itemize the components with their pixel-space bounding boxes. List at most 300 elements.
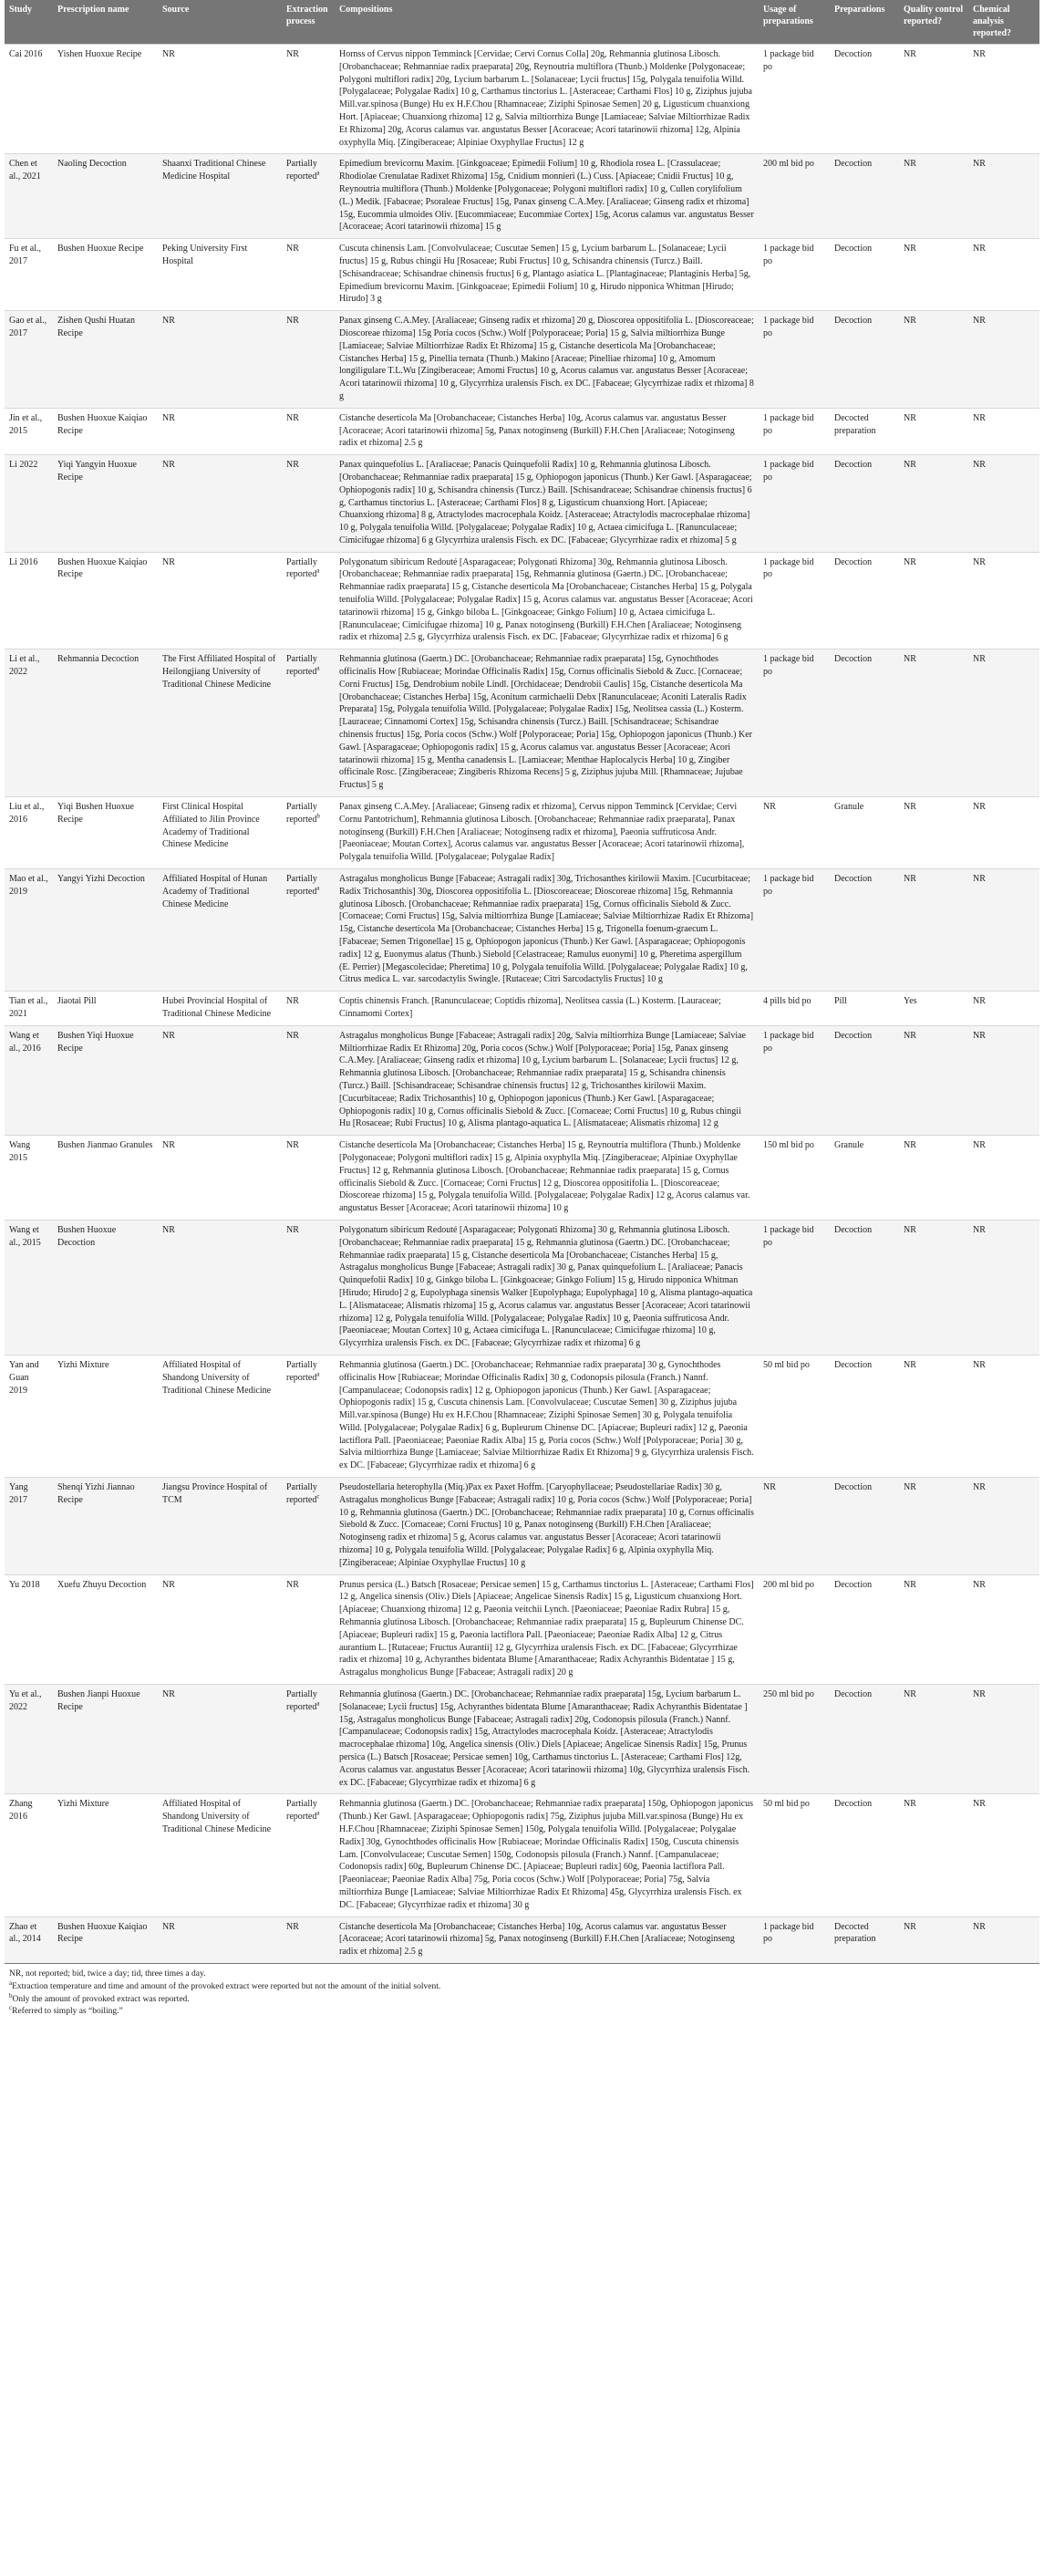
- compositions-cell-text: Pseudostellaria heterophylla (Miq.)Pax ex Paxet Hoffm. [Caryophyllaceae; Pseudostellariae Radix] 30 g, Astragalus mongholicus Bunge [Fabaceae; Astragali radix] 10 g, Poria cocos (Schw.) Wolf [Polyporaceae; Poria] 10 g, Rehmannia glutinosa (Gaertn.) DC. [Orobanchaceae; Rehmanniae radix praeparata] 10 g, Cornus officinalis Siebold & Zucc. [Cornaceae; Corni Fructus] 10 g, Panax notoginseng (Burkill) F.H.Chen [Araliaceae; Notoginseng radix et rhizoma] 5 g, Acorus calamus var. angustatus Besser [Acoraceae; Acori tatarinowii rhizoma] 10 g, Polygala tenuifolia Willd. [Polygalaceae; Polygalae Radix] 6 g, Alpinia oxyphylla Miq. [Zingiberaceae; Alpiniae Oxyphyllae Fructus] 10 g: [339, 1482, 754, 1568]
- table-footnotes: [5, 1964, 1039, 2026]
- extraction-process-cell-text: NR: [286, 1140, 299, 1151]
- chemical-analysis-cell: [968, 552, 1039, 649]
- column-header: Source: [158, 0, 282, 45]
- extraction-process-cell: [282, 1478, 335, 1575]
- compositions-cell-text: Panax quinquefolius L. [Araliaceae; Panacis Quinquefolii Radix] 10 g, Rehmannia glutinosa Libosch. [Orobanchaceae; Rehmanniae radix praeparata] 15 g, Ophiopogon japonicus (Thunb.) Ker Gawl. [Asparagaceae; Ophiopogonis radix] 10 g, Schisandra chinensis (Turcz.) Baill. [Schisandraceae; Schisandrae chinensis fructus] 6 g, Carthamus tinctorius L. [Asteraceae; Carthami Flos] 8 g, Ligusticum chuanxiong Hort. [Apiaceae; Chuanxiong rhizoma] 8 g, Atractylodes macrocephala Koidz. [Asteraceae; Atractylodis macrocephalae rhizoma] 10 g, Polygala tenuifolia Willd. [Polygalaceae; Polygalae Radix] 10 g, Actaea cimicifuga L. [Ranunculaceae; Cimicifugae rhizoma] 6 g Glycyrrhiza uralensis Fisch. ex DC. [Fabaceae; Glycyrrhizae radix et rhizoma] 5 g: [339, 460, 752, 545]
- quality-control-cell-text: NR: [904, 316, 916, 327]
- source-cell: [158, 408, 282, 454]
- extraction-process-cell-text: NR: [286, 316, 299, 327]
- prescription-name-cell: [53, 408, 158, 454]
- chemical-analysis-cell: [968, 45, 1039, 154]
- study-cell: [5, 1136, 53, 1220]
- source-cell-text: NR: [162, 1689, 175, 1700]
- prescription-name-cell: [53, 992, 158, 1026]
- source-cell-text: Shaanxi Traditional Chinese Medicine Hospital: [162, 159, 266, 182]
- source-cell: [158, 869, 282, 992]
- preparations-cell: [830, 45, 899, 154]
- chemical-analysis-cell: [968, 1685, 1039, 1794]
- study-cell: [5, 1794, 53, 1916]
- study-cell: [5, 1025, 53, 1135]
- prescription-name-cell-text: Shenqi Yizhi Jiannao Recipe: [57, 1482, 135, 1505]
- source-cell: [158, 1136, 282, 1220]
- compositions-cell: [335, 1355, 759, 1477]
- compositions-cell: [335, 797, 759, 869]
- prescription-name-cell: [53, 1685, 158, 1794]
- compositions-cell: [335, 154, 759, 239]
- chemical-analysis-cell: [968, 1355, 1039, 1477]
- extraction-process-cell-text: Partially reported: [286, 1359, 317, 1383]
- study-cell-text: Tian et al., 2021: [9, 996, 48, 1019]
- quality-control-cell: [899, 992, 968, 1026]
- usage-cell-text: 200 ml bid po: [763, 1579, 814, 1590]
- usage-cell: [759, 1220, 830, 1355]
- prescription-name-cell: [53, 45, 158, 154]
- quality-control-cell: [899, 1136, 968, 1220]
- preparations-cell: [830, 455, 899, 553]
- preparations-cell-text: Decoction: [834, 244, 873, 254]
- prescription-name-cell-text: Yiqi Bushen Huoxue Recipe: [57, 802, 134, 825]
- prescription-name-cell-text: Naoling Decoction: [57, 159, 127, 170]
- study-cell: [5, 992, 53, 1026]
- chemical-analysis-cell: [968, 1136, 1039, 1220]
- compositions-cell: [335, 1025, 759, 1135]
- source-cell: [158, 1355, 282, 1477]
- prescription-name-cell-text: Bushen Huoxue Kaiqiao Recipe: [57, 412, 148, 436]
- table-row: [5, 1220, 1039, 1355]
- extraction-process-cell-text: NR: [286, 996, 299, 1007]
- source-cell: [158, 1574, 282, 1684]
- footnote: [9, 1991, 1035, 2007]
- chemical-analysis-cell-text: NR: [973, 460, 986, 471]
- preparations-cell-text: Granule: [834, 1140, 864, 1151]
- source-cell: [158, 1220, 282, 1355]
- chemical-analysis-cell: [968, 408, 1039, 454]
- extraction-process-cell-text: Partially reported: [286, 556, 317, 580]
- preparations-cell: [830, 1794, 899, 1916]
- column-header: Prescription name: [53, 0, 158, 45]
- extraction-process-cell: [282, 1685, 335, 1794]
- extraction-process-cell: [282, 154, 335, 239]
- table-header-row: [5, 0, 1039, 45]
- extraction-process-cell: [282, 1025, 335, 1135]
- preparations-cell: [830, 992, 899, 1026]
- chemical-analysis-cell-text: NR: [973, 244, 986, 254]
- study-cell-text: Li 2016: [9, 556, 38, 567]
- preparations-cell-text: Decoction: [834, 1224, 873, 1235]
- preparations-cell: [830, 311, 899, 409]
- compositions-cell-text: Cistanche deserticola Ma [Orobanchaceae; Cistanches Herba] 10g, Acorus calamus var. angustatus Besser [Acoraceae; Acori tatarinowii rhizoma] 5g, Panax notoginseng (Burkill) F.H.Chen [Araliaceae; Notoginseng radix et rhizoma] 2.5 g: [339, 412, 735, 449]
- prescription-name-cell: [53, 1220, 158, 1355]
- preparations-cell: [830, 1574, 899, 1684]
- extraction-process-cell: [282, 1136, 335, 1220]
- study-cell: [5, 797, 53, 869]
- preparations-cell: [830, 154, 899, 239]
- chemical-analysis-cell: [968, 455, 1039, 553]
- usage-cell: [759, 408, 830, 454]
- prescription-name-cell: [53, 239, 158, 311]
- chemical-analysis-cell: [968, 1220, 1039, 1355]
- chemical-analysis-cell: [968, 1794, 1039, 1916]
- chemical-analysis-cell: [968, 649, 1039, 797]
- preparations-cell: [830, 1478, 899, 1575]
- prescription-name-cell-text: Rehmannia Decoction: [57, 654, 140, 665]
- study-cell: [5, 1220, 53, 1355]
- quality-control-cell-text: NR: [904, 1359, 916, 1370]
- source-cell-text: Affiliated Hospital of Shandong University of Traditional Chinese Medicine: [162, 1359, 272, 1396]
- table-row: [5, 992, 1039, 1026]
- usage-cell-text: 1 package bid po: [763, 412, 814, 436]
- prescription-name-cell-text: Xuefu Zhuyu Decoction: [57, 1579, 147, 1590]
- study-cell-text: Li et al., 2022: [9, 654, 40, 678]
- usage-cell-text: 1 package bid po: [763, 874, 814, 897]
- extraction-process-cell-text: Partially reported: [286, 159, 317, 182]
- extraction-process-cell: [282, 992, 335, 1026]
- chemical-analysis-cell-text: NR: [973, 996, 986, 1007]
- compositions-cell-text: Panax ginseng C.A.Mey. [Araliaceae; Ginseng radix et rhizoma] 20 g, Dioscorea oppositifolia L. [Dioscoreaceae; Dioscoreae rhizoma] 15g Poria cocos (Schw.) Wolf [Polyporaceae; Poria] 15 g, Salvia miltiorrhiza Bunge [Lamiaceae; Salviae Miltiorrhizae Radix Et Rhizoma] 15 g, Cistanche deserticola Ma [Orobanchaceae; Cistanches Herba] 15 g, Pinellia ternata (Thunb.) Makino [Araceae; Pinelliae rhizoma] 10 g, Amomum longiligulare T.L.Wu [Zingiberaceae; Amomi Fructus] 10 g, Acorus calamus var. angustatus Besser [Acoraceae; Acori tatarinowii rhizoma] 10 g, Glycyrrhiza uralensis Fisch. ex DC. [Fabaceae; Glycyrrhizae radix et rhizoma] 8 g: [339, 316, 754, 401]
- source-cell-text: NR: [162, 1921, 175, 1932]
- study-cell: [5, 408, 53, 454]
- table-row: [5, 1916, 1039, 1963]
- study-cell-text: Gao et al., 2017: [9, 316, 47, 338]
- quality-control-cell-text: NR: [904, 1482, 916, 1493]
- compositions-cell-text: Astragalus mongholicus Bunge [Fabaceae; Astragali radix] 20g, Salvia miltiorrhiza Bunge [Lamiaceae; Salviae Miltiorrhizae Radix Et Rhizoma] 20g, Poria cocos (Schw.) Wolf [Polyporaceae; Poria] 15g, Panax ginseng C.A.Mey. [Araliaceae; Ginseng radix et rhizoma] 10 g, Lycium barbarum L. [Solanaceae; Lycii fructus] 12 g, Rehmannia glutinosa Libosch. [Orobanchaceae; Rehmanniae radix praeparata] 15 g, Schisandra chinensis (Turcz.) Baill. [Schisandraceae; Schisandrae chinensis fructus] 12 g, Trichosanthes kirilowii Maxim. [Cucurbitaceae; Radix Trichosanthis] 10 g, Ophiopogon japonicus (Thunb.) Ker Gawl. [Asparagaceae; Ophiopogonis radix] 10 g, Cornus officinalis Siebold & Zucc. [Cornaceae; Corni Fructus] 10 g, Rubus chingii Hu [Rosaceae; Rubi Fructus] 10 g, Alisma plantago-aquatica L. [Alismataceae; Alismatis rhizoma] 12 g: [339, 1030, 746, 1129]
- compositions-cell: [335, 869, 759, 992]
- usage-cell: [759, 45, 830, 154]
- footnote-marker: a: [9, 1979, 13, 1987]
- column-header: Study: [5, 0, 53, 45]
- compositions-cell-text: Hornss of Cervus nippon Temminck [Cervidae; Cervi Cornus Colla] 20g, Rehmannia glutinosa Libosch. [Orobanchaceae; Rehmanniae radix praeparata] 20g, Reynoutria multiflora (Thunb.) Moldenke [Polygonaceae; Polygoni multiflori radix] 20g, Lycium barbarum L. [Solanaceae; Lycii fructus] 15g, Polygala tenuifolia Willd. [Polygalaceae; Polygalae Radix] 10 g, Carthamus tinctorius L. [Asteraceae; Carthami Flos] 10 g, Ziziphus jujuba Mill.var.spinosa (Bunge) Hu ex H.F.Chou [Rhamnaceae; Ziziphi Spinosae Semen] 20 g, Ligusticum chuanxiong Hort. [Apiaceae; Chuanxiong rhizoma] 12 g, Salvia miltiorrhiza Bunge [Lamiaceae; Salviae Miltiorrhizae Radix Et Rhizoma] 20g, Acorus calamus var. angustatus Besser [Acoraceae; Acori tatarinowii rhizoma] 12g, Alpinia oxyphylla Miq. [Zingiberaceae; Alpiniae Oxyphyllae Fructus] 12 g: [339, 49, 752, 148]
- extraction-process-cell: [282, 869, 335, 992]
- study-cell: [5, 552, 53, 649]
- chemical-analysis-cell-text: NR: [973, 1224, 986, 1235]
- usage-cell: [759, 649, 830, 797]
- usage-cell-text: 1 package bid po: [763, 1921, 814, 1945]
- quality-control-cell: [899, 1574, 968, 1684]
- quality-control-cell: [899, 1916, 968, 1963]
- chemical-analysis-cell-text: NR: [973, 412, 986, 423]
- usage-cell: [759, 1136, 830, 1220]
- preparations-cell-text: Decocted preparation: [834, 1921, 876, 1945]
- prescription-name-cell-text: Yiqi Yangyin Huoxue Recipe: [57, 460, 137, 483]
- footnote-marker: a: [316, 567, 320, 576]
- quality-control-cell-text: NR: [904, 1799, 916, 1810]
- preparations-cell-text: Decoction: [834, 316, 873, 327]
- usage-cell: [759, 869, 830, 992]
- study-cell: [5, 869, 53, 992]
- column-header: Preparations: [830, 0, 899, 45]
- chemical-analysis-cell-text: NR: [973, 1482, 986, 1493]
- extraction-process-cell-text: NR: [286, 244, 299, 254]
- extraction-process-cell-text: NR: [286, 1921, 299, 1932]
- extraction-process-cell-text: Partially reported: [286, 874, 317, 897]
- column-header: Chemical analysis reported?: [968, 0, 1039, 45]
- compositions-cell-text: Polygonatum sibiricum Redouté [Asparagaceae; Polygonati Rhizoma] 30g, Rehmannia glutinosa Libosch. [Orobanchaceae; Rehmanniae radix praeparata] 15g, Rehmannia glutinosa (Gaertn.) DC. [Orobanchaceae; Rehmanniae radix praeparata] 15 g, Cistanche deserticola Ma [Orobanchaceae; Cistanches Herba] 15 g, Polygala tenuifolia Willd. [Polygalaceae; Polygalae Radix] 15 g, Acorus calamus var. angustatus Besser [Acoraceae; Acori tatarinowii rhizoma] 15 g, Ginkgo biloba L. [Ginkgoaceae; Ginkgo Folium] 10 g, Actaea cimicifuga L. [Ranunculaceae; Cimicifugae rhizoma] 10 g, Panax notoginseng (Burkill) F.H.Chen [Araliaceae; Notoginseng radix et rhizoma] 2.5 g, Glycyrrhiza uralensis Fisch. ex DC. [Fabaceae; Glycyrrhizae radix et rhizoma] 6 g: [339, 556, 753, 643]
- source-cell-text: NR: [162, 412, 175, 423]
- extraction-process-cell-text: NR: [286, 1579, 299, 1590]
- compositions-cell: [335, 45, 759, 154]
- prescription-name-cell: [53, 1916, 158, 1963]
- quality-control-cell-text: NR: [904, 1579, 916, 1590]
- study-cell-text: Yang 2017: [9, 1482, 28, 1505]
- study-cell-text: Cai 2016: [9, 49, 43, 59]
- source-cell: [158, 1025, 282, 1135]
- compositions-cell-text: Rehmannia glutinosa (Gaertn.) DC. [Orobanchaceae; Rehmanniae radix praeparata] 15g, Lycium barbarum L. [Solanaceae; Lycii fructus] 15g, Achyranthes bidentata Blume [Amaranthaceae; Radix Achyranthis Bidentatae ] 15g, Astragalus mongholicus Bunge [Fabaceae; Astragali radix] 20g, Codonopsis pilosula (Franch.) Nannf. [Campanulaceae; Codonopsis radix] 15g, Atractylodes macrocephala Koidz. [Asteraceae; Atractylodis macrocephalae rhizoma] 10g, Angelica sinensis (Oliv.) Diels [Apiaceae; Angelicae Sinensis Radix] 15g, Prunus persica (L.) Batsch [Rosaceae; Persicae semen] 10g, Carthamus tinctorius L. [Asteraceae; Carthami Flos] 12g, Acorus calamus var. angustatus Besser [Acoraceae; Acori tatarinowii rhizoma] 10g, Glycyrrhiza uralensis Fisch. ex DC. [Fabaceae; Glycyrrhizae radix et rhizoma] 6 g: [339, 1689, 750, 1788]
- usage-cell-text: 50 ml bid po: [763, 1359, 810, 1370]
- compositions-cell-text: Cuscuta chinensis Lam. [Convolvulaceae; Cuscutae Semen] 15 g, Lycium barbarum L. [Solanaceae; Lycii fructus] 15 g, Rubus chingii Hu [Rosaceae; Rubi Fructus] 10 g, Schisandra chinensis (Turcz.) Baill. [Schisandraceae; Schisandrae chinensis fructus] 6 g, Plantago asiatica L. [Plantaginaceae; Plantaginis Herba] 5g, Epimedium brevicornu Maxim. [Ginkgoaceae; Epimedii Folium] 10 g, Hirudo nipponica Whitman [Hirudo; Hirudo] 3 g: [339, 244, 751, 305]
- usage-cell-text: 1 package bid po: [763, 654, 814, 678]
- chemical-analysis-cell: [968, 869, 1039, 992]
- footnote-text: Only the amount of provoked extract was reported.: [12, 1994, 190, 2004]
- prescription-name-cell: [53, 649, 158, 797]
- study-cell: [5, 311, 53, 409]
- table-row: [5, 311, 1039, 409]
- usage-cell-text: 1 package bid po: [763, 316, 814, 338]
- quality-control-cell: [899, 45, 968, 154]
- table-row: [5, 797, 1039, 869]
- extraction-process-cell-text: Partially reported: [286, 1689, 317, 1712]
- preparations-cell-text: Decoction: [834, 874, 873, 885]
- compositions-cell-text: Panax ginseng C.A.Mey. [Araliaceae; Ginseng radix et rhizoma], Cervus nippon Temminck [Cervidae; Cervi Cornu Pantotrichum], Rehmannia glutinosa Libosch. [Orobanchaceae; Rehmanniae radix praeparata], Panax notoginseng (Burkill) F.H.Chen [Araliaceae; Notoginseng radix et rhizoma], Paeonia suffruticosa Andr. [Paeoniaceae; Moutan Cortex], Acorus calamus var. angustatus Besser [Acoraceae; Acori tatarinowii rhizoma], Polygala tenuifolia Willd. [Polygalaceae; Polygalae Radix]: [339, 802, 745, 863]
- prescription-name-cell-text: Zishen Qushi Huatan Recipe: [57, 316, 135, 338]
- chemical-analysis-cell: [968, 311, 1039, 409]
- compositions-cell-text: Polygonatum sibiricum Redouté [Asparagaceae; Polygonati Rhizoma] 30 g, Rehmannia glutinosa Libosch. [Orobanchaceae; Rehmanniae radix praeparata] 15 g, Rehmannia glutinosa (Gaertn.) DC. [Orobanchaceae; Rehmanniae radix praeparata] 15 g, Cistanche deserticola Ma [Orobanchaceae; Cistanches Herba] 15 g, Astragalus mongholicus Bunge [Fabaceae; Astragali radix] 30 g, Panax quinquefolium L. [Araliaceae; Panacis Quinquefolii Radix] 10 g, Ginkgo biloba L. [Ginkgoaceae; Ginkgo Folium] 15 g, Hirudo nipponica Whitman [Hirudo; Hirudo] 2 g, Eupolyphaga sinensis Walker [Eupolyphaga; Eupolyphaga] 10 g, Alisma plantago-aquatica L. [Alismataceae; Alismatis rhizoma] 15 g, Acorus calamus var. angustatus Besser [Acoraceae; Acori tatarinowii rhizoma] 12 g, Polygala tenuifolia Willd. [Polygalaceae; Polygalae Radix] 10 g, Paeonia suffruticosa Andr. [Paeoniaceae; Moutan Cortex] 10 g, Actaea cimicifuga L. [Ranunculaceae; Cimicifugae rhizoma] 10 g, Glycyrrhiza uralensis Fisch. ex DC. [Fabaceae; Glycyrrhizae radix et rhizoma] 6 g: [339, 1224, 753, 1349]
- chemical-analysis-cell-text: NR: [973, 1799, 986, 1810]
- usage-cell: [759, 797, 830, 869]
- compositions-cell: [335, 1916, 759, 1963]
- footnote-marker: c: [316, 1492, 320, 1501]
- source-cell-text: NR: [162, 460, 175, 471]
- source-cell-text: Hubei Provincial Hospital of Traditional Chinese Medicine: [162, 996, 272, 1019]
- preparations-cell: [830, 552, 899, 649]
- chemical-analysis-cell-text: NR: [973, 1359, 986, 1370]
- source-cell-text: NR: [162, 1224, 175, 1235]
- prescription-name-cell: [53, 1355, 158, 1477]
- source-cell-text: The First Affiliated Hospital of Heilongjiang University of Traditional Chinese Medicine: [162, 654, 276, 690]
- preparations-cell-text: Decoction: [834, 1799, 873, 1810]
- usage-cell-text: 1 package bid po: [763, 1224, 814, 1248]
- table-row: [5, 154, 1039, 239]
- chemical-analysis-cell-text: NR: [973, 654, 986, 665]
- prescription-name-cell-text: Yizhi Mixture: [57, 1359, 109, 1370]
- quality-control-cell: [899, 797, 968, 869]
- table-row: [5, 1136, 1039, 1220]
- source-cell-text: Peking University First Hospital: [162, 244, 248, 266]
- prescription-name-cell: [53, 797, 158, 869]
- footnote: [9, 2006, 1035, 2019]
- prescription-name-cell-text: Bushen Jianmao Granules: [57, 1140, 153, 1151]
- table-row: [5, 1025, 1039, 1135]
- quality-control-cell: [899, 1355, 968, 1477]
- footnote: [9, 1968, 1035, 1981]
- extraction-process-cell-text: Partially reported: [286, 1482, 317, 1505]
- chemical-analysis-cell: [968, 154, 1039, 239]
- extraction-process-cell: [282, 1794, 335, 1916]
- study-cell-text: Li 2022: [9, 460, 38, 471]
- chemical-analysis-cell: [968, 1478, 1039, 1575]
- prescription-name-cell: [53, 1478, 158, 1575]
- usage-cell-text: 1 package bid po: [763, 460, 814, 483]
- study-cell-text: Yu et al., 2022: [9, 1689, 42, 1712]
- study-cell-text: Yan and Guan 2019: [9, 1359, 39, 1396]
- study-cell: [5, 45, 53, 154]
- quality-control-cell: [899, 154, 968, 239]
- compositions-cell: [335, 1574, 759, 1684]
- usage-cell: [759, 552, 830, 649]
- prescription-name-cell-text: Yizhi Mixture: [57, 1799, 109, 1810]
- compositions-cell: [335, 1685, 759, 1794]
- preparations-cell: [830, 869, 899, 992]
- source-cell-text: NR: [162, 316, 175, 327]
- study-cell-text: Yu 2018: [9, 1579, 40, 1590]
- chemical-analysis-cell-text: NR: [973, 316, 986, 327]
- quality-control-cell-text: NR: [904, 1030, 916, 1041]
- preparations-cell-text: Decoction: [834, 1579, 873, 1590]
- extraction-process-cell: [282, 552, 335, 649]
- quality-control-cell: [899, 649, 968, 797]
- source-cell: [158, 1916, 282, 1963]
- column-header: Compositions: [335, 0, 759, 45]
- table-row: [5, 45, 1039, 154]
- extraction-process-cell: [282, 311, 335, 409]
- source-cell: [158, 1685, 282, 1794]
- quality-control-cell: [899, 1685, 968, 1794]
- prescription-name-cell-text: Bushen Huoxue Decoction: [57, 1224, 117, 1248]
- prescription-name-cell-text: Bushen Jianpi Huoxue Recipe: [57, 1689, 140, 1712]
- usage-cell: [759, 239, 830, 311]
- usage-cell: [759, 1574, 830, 1684]
- compositions-cell-text: Epimedium brevicornu Maxim. [Ginkgoaceae; Epimedii Folium] 10 g, Rhodiola rosea L. [Crassulaceae; Rhodiolae Crenulatae Radixet Rhizoma] 15g, Cnidium monnieri (L.) Cuss. [Apiaceae; Cnidii Fructus] 10 g, Reynoutria multiflora (Thunb.) Moldenke [Polygonaceae; Polygoni multiflori radix] 10 g, Cullen corylifolium (L.) Medik. [Fabaceae; Psoraleae Fructus] 15g, Panax ginseng C.A.Mey. [Araliaceae; Ginseng radix et rhizoma] 15g, Eucommia ulmoides Oliv. [Eucommiaceae; Eucommiae Cortex] 15g, Acorus calamus var. angustatus Besser [Acoraceae; Acori tatarinowii rhizoma] 15 g: [339, 159, 754, 233]
- prescription-table: [5, 0, 1039, 1964]
- source-cell: [158, 797, 282, 869]
- source-cell: [158, 45, 282, 154]
- footnote-marker: c: [9, 2004, 13, 2012]
- compositions-cell-text: Prunus persica (L.) Batsch [Rosaceae; Persicae semen] 15 g, Carthamus tinctorius L. [Asteraceae; Carthami Flos] 12 g, Angelica sinensis (Oliv.) Diels [Apiaceae; Angelicae Sinensis Radix] 15 g, Ligusticum chuanxiong Hort. [Apiaceae; Chuanxiong rhizoma] 12 g, Paeonia veitchii Lynch. [Paeoniaceae; Paeoniae Radix Rubra] 15 g, Rehmannia glutinosa Libosch. [Orobanchaceae; Rehmanniae radix praeparata] 15 g, Bupleurum Chinense DC. [Apiaceae; Bupleuri radix] 15 g, Paeonia lactiflora Pall. [Paeoniaceae; Paeoniae Radix Alba] 12 g, Citrus aurantium L. [Rutaceae; Fructus Aurantii] 12 g, Glycyrrhiza uralensis Fisch. ex DC. [Fabaceae; Glycyrrhizae radix et rhizoma] 10 g, Achyranthes bidentata Blume [Amaranthaceae; Radix Achyranthis Bidentatae ] 15 g, Astragalus mongholicus Bunge [Fabaceae; Astragali radix] 20 g: [339, 1579, 754, 1678]
- chemical-analysis-cell-text: NR: [973, 556, 986, 567]
- table-row: [5, 455, 1039, 553]
- preparations-cell-text: Decoction: [834, 556, 873, 567]
- usage-cell: [759, 1794, 830, 1916]
- table-row: [5, 552, 1039, 649]
- study-cell: [5, 239, 53, 311]
- source-cell-text: Affiliated Hospital of Hunan Academy of Traditional Chinese Medicine: [162, 874, 268, 909]
- study-cell: [5, 1355, 53, 1477]
- source-cell-text: NR: [162, 49, 175, 59]
- prescription-name-cell: [53, 869, 158, 992]
- usage-cell-text: 1 package bid po: [763, 556, 814, 580]
- usage-cell-text: 1 package bid po: [763, 1030, 814, 1054]
- column-header: Usage of preparations: [759, 0, 830, 45]
- usage-cell: [759, 1478, 830, 1575]
- preparations-cell-text: Decoction: [834, 460, 873, 471]
- extraction-process-cell: [282, 1220, 335, 1355]
- compositions-cell: [335, 455, 759, 553]
- prescription-name-cell: [53, 311, 158, 409]
- preparations-cell-text: Granule: [834, 802, 864, 813]
- usage-cell: [759, 1025, 830, 1135]
- quality-control-cell-text: NR: [904, 159, 916, 170]
- table-body: [5, 45, 1039, 1964]
- extraction-process-cell-text: NR: [286, 1030, 299, 1041]
- source-cell: [158, 311, 282, 409]
- prescription-name-cell-text: Bushen Huoxue Kaiqiao Recipe: [57, 556, 148, 580]
- quality-control-cell: [899, 1220, 968, 1355]
- compositions-cell-text: Rehmannia glutinosa (Gaertn.) DC. [Orobanchaceae; Rehmanniae radix praeparata] 150g, Ophiopogon japonicus (Thunb.) Ker Gawl. [Asparagaceae; Ophiopogonis radix] 75g, Ziziphus jujuba Mill.var.spinosa (Bunge) Hu ex H.F.Chou [Rhamnaceae; Ziziphi Spinosae Semen] 150g, Polygala tenuifolia Willd. [Polygalaceae; Polygalae Radix] 30g, Gynochthodes officinalis How [Rubiaceae; Morindae Officinalis Radix] 150g, Cuscuta chinensis Lam. [Convolvulaceae; Cuscutae Semen] 150g, Codonopsis pilosula (Franch.) Nannf. [Campanulaceae; Codonopsis radix] 60g, Bupleurum Chinense DC. [Apiaceae; Bupleuri radix] 60g, Paeonia lactiflora Pall. [Paeoniaceae; Paeoniae Radix Alba] 75g, Poria cocos (Schw.) Wolf [Polyporaceae; Poria] 75g, Salvia miltiorrhiza Bunge [Lamiaceae; Salviae Miltiorrhizae Radix Et Rhizoma] 45g, Glycyrrhiza uralensis Fisch. ex DC. [Fabaceae; Glycyrrhizae radix et rhizoma] 30 g: [339, 1799, 754, 1910]
- compositions-cell: [335, 1220, 759, 1355]
- extraction-process-cell-text: NR: [286, 460, 299, 471]
- extraction-process-cell: [282, 1916, 335, 1963]
- extraction-process-cell: [282, 408, 335, 454]
- usage-cell: [759, 311, 830, 409]
- footnote-marker: a: [316, 664, 320, 672]
- footnote-text: NR, not reported; bid, twice a day; tid, three times a day.: [9, 1968, 206, 1979]
- compositions-cell: [335, 552, 759, 649]
- quality-control-cell-text: NR: [904, 1689, 916, 1700]
- usage-cell: [759, 1355, 830, 1477]
- quality-control-cell: [899, 1794, 968, 1916]
- source-cell: [158, 649, 282, 797]
- quality-control-cell: [899, 455, 968, 553]
- usage-cell-text: 250 ml bid po: [763, 1689, 814, 1700]
- table-row: [5, 649, 1039, 797]
- chemical-analysis-cell: [968, 797, 1039, 869]
- usage-cell-text: 50 ml bid po: [763, 1799, 810, 1810]
- usage-cell: [759, 154, 830, 239]
- source-cell-text: NR: [162, 1030, 175, 1041]
- document: [5, 0, 1039, 2026]
- preparations-cell: [830, 1025, 899, 1135]
- usage-cell-text: 200 ml bid po: [763, 159, 814, 170]
- quality-control-cell: [899, 311, 968, 409]
- usage-cell-text: NR: [763, 802, 776, 813]
- table-row: [5, 239, 1039, 311]
- source-cell: [158, 552, 282, 649]
- source-cell-text: NR: [162, 556, 175, 567]
- chemical-analysis-cell-text: NR: [973, 1689, 986, 1700]
- quality-control-cell: [899, 408, 968, 454]
- extraction-process-cell: [282, 649, 335, 797]
- study-cell-text: Wang et al., 2016: [9, 1030, 41, 1054]
- source-cell: [158, 239, 282, 311]
- preparations-cell-text: Decoction: [834, 1359, 873, 1370]
- prescription-name-cell: [53, 1025, 158, 1135]
- preparations-cell-text: Decocted preparation: [834, 412, 876, 436]
- compositions-cell-text: Cistanche deserticola Ma [Orobanchaceae; Cistanches Herba] 10g, Acorus calamus var. angustatus Besser [Acoraceae; Acori tatarinowii rhizoma] 5g, Panax notoginseng (Burkill) F.H.Chen [Araliaceae; Notoginseng radix et rhizoma] 2.5 g: [339, 1921, 735, 1958]
- study-cell: [5, 1685, 53, 1794]
- footnote-marker: a: [316, 1809, 320, 1817]
- chemical-analysis-cell-text: NR: [973, 874, 986, 885]
- quality-control-cell-text: Yes: [904, 996, 917, 1007]
- extraction-process-cell: [282, 1355, 335, 1477]
- quality-control-cell-text: NR: [904, 556, 916, 567]
- study-cell-text: Zhao et al., 2014: [9, 1921, 41, 1945]
- chemical-analysis-cell-text: NR: [973, 1579, 986, 1590]
- column-header: Quality control reported?: [899, 0, 968, 45]
- extraction-process-cell: [282, 1574, 335, 1684]
- prescription-name-cell: [53, 552, 158, 649]
- extraction-process-cell: [282, 45, 335, 154]
- source-cell: [158, 455, 282, 553]
- preparations-cell: [830, 408, 899, 454]
- preparations-cell: [830, 239, 899, 311]
- extraction-process-cell: [282, 239, 335, 311]
- quality-control-cell: [899, 239, 968, 311]
- usage-cell: [759, 992, 830, 1026]
- source-cell: [158, 1478, 282, 1575]
- quality-control-cell-text: NR: [904, 802, 916, 813]
- chemical-analysis-cell-text: NR: [973, 159, 986, 170]
- column-header: Extraction process: [282, 0, 335, 45]
- preparations-cell: [830, 1685, 899, 1794]
